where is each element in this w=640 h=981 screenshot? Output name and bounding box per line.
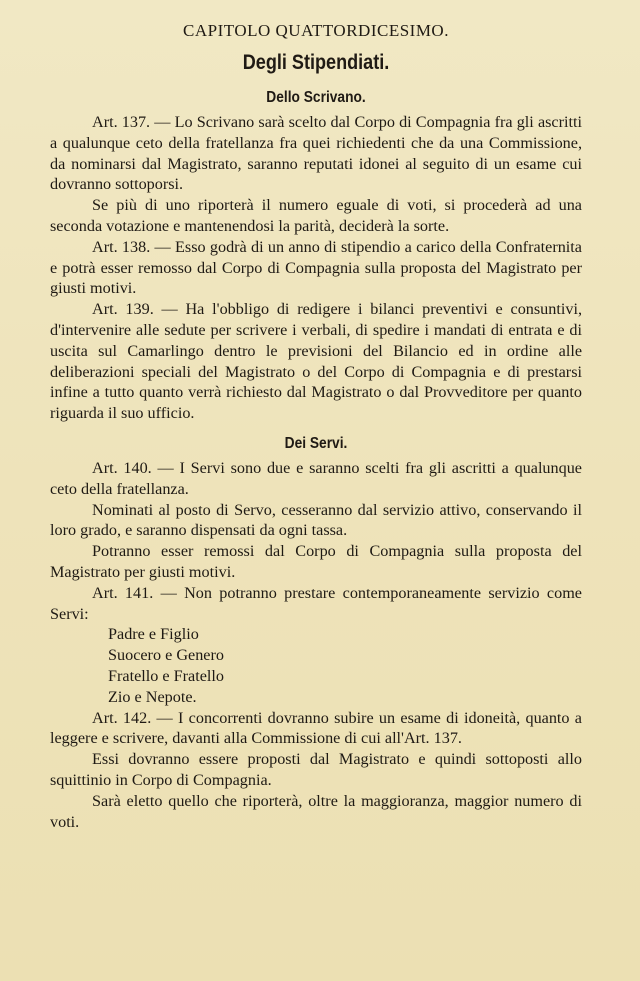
paragraph: Se più di uno riporterà il numero eguale di voti, si procederà ad una seconda votazione e mantenendosi la parità, deciderà la sorte. xyxy=(50,196,582,235)
paragraph: Art. 139. — Ha l'obbligo di redigere i bilanci preventivi e consuntivi, d'intervenire alle sedute per scrivere i verbali, di spedire i mandati di entrata e di uscita sul Camarlingo dentro le previsioni del Bilancio ed in ordine alle deliberazioni speciali del Magistrato o del Corpo di Compagnia e di prestarsi infine a tutto quanto verrà richiesto dal Magistrato o dal Provveditore per quanto riguarda il suo ufficio. xyxy=(50,300,582,423)
paragraph: Essi dovranno essere proposti dal Magistrato e quindi sottoposti allo squittinio in Corpo di Compagnia. xyxy=(50,750,582,789)
list-item: Suocero e Genero xyxy=(108,646,224,665)
list-item: Fratello e Fratello xyxy=(108,666,224,685)
paragraph: Art. 142. — I concorrenti dovranno subire un esame di idoneità, quanto a leggere e scrivere, davanti alla Commissione di cui all'Art. 137. xyxy=(50,708,582,748)
list-item: Padre e Figlio xyxy=(108,625,199,644)
paragraph: Art. 138. — Esso godrà di un anno di stipendio a carico della Confraternita e potrà esser remosso dal Corpo di Compagnia sulla proposta del Magistrato per giusti motivi. xyxy=(50,237,582,298)
section-heading-servi: Dei Servi. xyxy=(284,434,348,452)
paragraph: Nominati al posto di Servo, cesseranno dal servizio attivo, conservando il loro grado, e saranno dispensati da ogni tassa. xyxy=(50,500,582,540)
paragraph: Art. 140. — I Servi sono due e saranno scelti fra gli ascritti a qualunque ceto della fratellanza. xyxy=(50,458,582,498)
section-heading-scrivano: Dello Scrivano. xyxy=(266,89,366,106)
page-title: Degli Stipendiati. xyxy=(242,51,390,74)
paragraph: Potranno esser remossi dal Corpo di Compagnia sulla proposta del Magistrato per giusti motivi. xyxy=(50,542,582,581)
paragraph: Art. 141. — Non potranno prestare contemporaneamente servizio come Servi: xyxy=(50,583,582,623)
paragraph: Sarà eletto quello che riporterà, oltre la maggioranza, maggior numero di voti. xyxy=(50,791,582,831)
chapter-heading: CAPITOLO QUATTORDICESIMO. xyxy=(183,21,449,40)
relations-list xyxy=(108,624,582,707)
paragraph: Art. 137. — Lo Scrivano sarà scelto dal Corpo di Compagnia fra gli ascritti a qualunque ceto della fratellanza fra quei richiedenti che da una Commissione, da nominarsi dal Magistrato, saranno reputati idonei al seguito di un esame cui dovranno sottoporsi. xyxy=(50,113,582,194)
list-item: Zio e Nepote. xyxy=(108,687,197,706)
